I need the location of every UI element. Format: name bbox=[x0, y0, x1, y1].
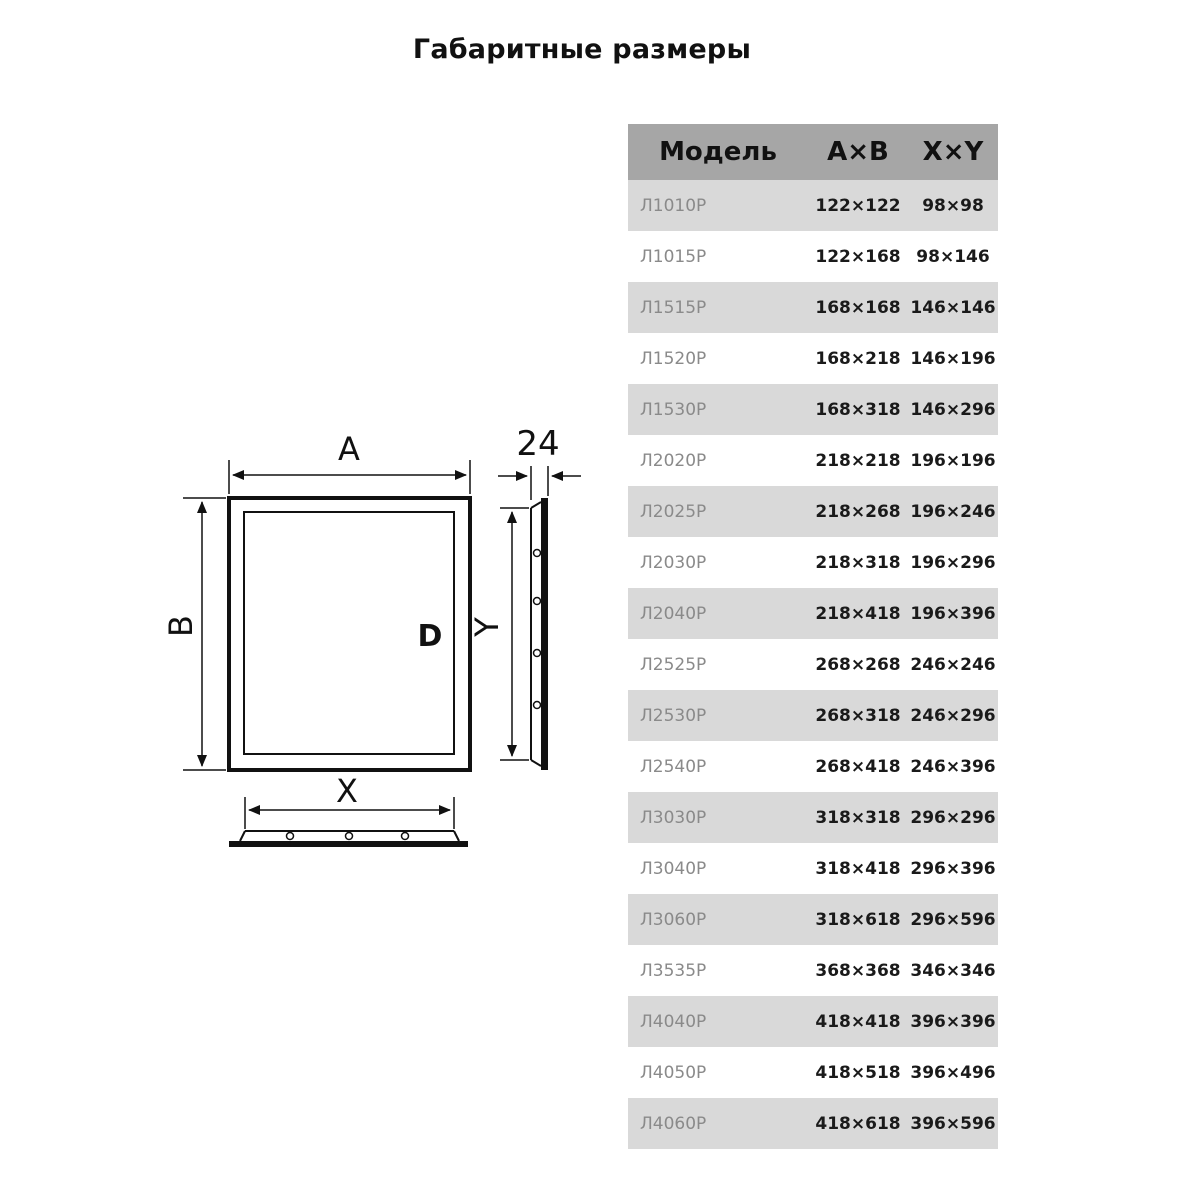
xy-cell: 98×146 bbox=[908, 231, 998, 282]
table-row bbox=[628, 996, 998, 1047]
xy-cell: 196×196 bbox=[908, 435, 998, 486]
bottom-view bbox=[229, 831, 468, 847]
model-cell: Л4040Р bbox=[628, 996, 808, 1047]
ab-cell: 268×268 bbox=[808, 639, 908, 690]
xy-cell: 396×396 bbox=[908, 996, 998, 1047]
table-row bbox=[628, 384, 998, 435]
model-cell: Л4050Р bbox=[628, 1047, 808, 1098]
label-x: X bbox=[336, 772, 358, 810]
ab-cell: 318×318 bbox=[808, 792, 908, 843]
table-row bbox=[628, 180, 998, 231]
model-cell: Л1530Р bbox=[628, 384, 808, 435]
model-cell: Л2025Р bbox=[628, 486, 808, 537]
xy-cell: 396×496 bbox=[908, 1047, 998, 1098]
model-cell: Л4060Р bbox=[628, 1098, 808, 1149]
table-row bbox=[628, 486, 998, 537]
ab-cell: 168×168 bbox=[808, 282, 908, 333]
model-cell: Л3030Р bbox=[628, 792, 808, 843]
xy-cell: 296×396 bbox=[908, 843, 998, 894]
table-row bbox=[628, 537, 998, 588]
model-cell: Л2525Р bbox=[628, 639, 808, 690]
ab-cell: 218×418 bbox=[808, 588, 908, 639]
header-ab: A×B bbox=[808, 124, 908, 180]
table-row bbox=[628, 639, 998, 690]
ab-cell: 268×418 bbox=[808, 741, 908, 792]
label-a: A bbox=[338, 430, 360, 468]
dimension-a bbox=[229, 430, 470, 494]
xy-cell: 98×98 bbox=[908, 180, 998, 231]
ab-cell: 218×268 bbox=[808, 486, 908, 537]
xy-cell: 296×596 bbox=[908, 894, 998, 945]
ab-cell: 418×618 bbox=[808, 1098, 908, 1149]
dimension-b bbox=[162, 498, 226, 770]
logo-d: D bbox=[417, 619, 443, 654]
model-cell: Л2040Р bbox=[628, 588, 808, 639]
ab-cell: 318×618 bbox=[808, 894, 908, 945]
table-row bbox=[628, 282, 998, 333]
table-row bbox=[628, 1098, 998, 1149]
xy-cell: 196×246 bbox=[908, 486, 998, 537]
dimension-diagram bbox=[0, 0, 620, 900]
table-row bbox=[628, 894, 998, 945]
table-row bbox=[628, 588, 998, 639]
table-row bbox=[628, 741, 998, 792]
ab-cell: 122×168 bbox=[808, 231, 908, 282]
label-b: B bbox=[162, 615, 200, 637]
table-row bbox=[628, 435, 998, 486]
xy-cell: 396×596 bbox=[908, 1098, 998, 1149]
table-row bbox=[628, 690, 998, 741]
ab-cell: 318×418 bbox=[808, 843, 908, 894]
ab-cell: 418×518 bbox=[808, 1047, 908, 1098]
table-row bbox=[628, 1047, 998, 1098]
dimensions-table bbox=[628, 124, 998, 1149]
model-cell: Л1010Р bbox=[628, 180, 808, 231]
table-row bbox=[628, 792, 998, 843]
ab-cell: 168×318 bbox=[808, 384, 908, 435]
model-cell: Л2030Р bbox=[628, 537, 808, 588]
ab-cell: 168×218 bbox=[808, 333, 908, 384]
table-row bbox=[628, 945, 998, 996]
ab-cell: 418×418 bbox=[808, 996, 908, 1047]
table-body bbox=[628, 180, 998, 1149]
xy-cell: 246×246 bbox=[908, 639, 998, 690]
xy-cell: 146×196 bbox=[908, 333, 998, 384]
dimension-x bbox=[245, 772, 454, 829]
table-row bbox=[628, 231, 998, 282]
xy-cell: 146×296 bbox=[908, 384, 998, 435]
header-model: Модель bbox=[628, 124, 808, 180]
table-row bbox=[628, 843, 998, 894]
ab-cell: 368×368 bbox=[808, 945, 908, 996]
model-cell: Л3040Р bbox=[628, 843, 808, 894]
ab-cell: 218×218 bbox=[808, 435, 908, 486]
model-cell: Л1515Р bbox=[628, 282, 808, 333]
xy-cell: 346×346 bbox=[908, 945, 998, 996]
xy-cell: 296×296 bbox=[908, 792, 998, 843]
model-cell: Л3060Р bbox=[628, 894, 808, 945]
xy-cell: 246×296 bbox=[908, 690, 998, 741]
label-y: Y bbox=[468, 617, 506, 637]
ab-cell: 218×318 bbox=[808, 537, 908, 588]
dimension-y bbox=[468, 508, 529, 760]
header-xy: X×Y bbox=[908, 124, 998, 180]
ab-cell: 122×122 bbox=[808, 180, 908, 231]
table-row bbox=[628, 333, 998, 384]
model-cell: Л3535Р bbox=[628, 945, 808, 996]
model-cell: Л1520Р bbox=[628, 333, 808, 384]
xy-cell: 196×396 bbox=[908, 588, 998, 639]
page-title: Габаритные размеры bbox=[412, 34, 752, 65]
model-cell: Л2540Р bbox=[628, 741, 808, 792]
xy-cell: 196×296 bbox=[908, 537, 998, 588]
model-cell: Л2530Р bbox=[628, 690, 808, 741]
model-cell: Л1015Р bbox=[628, 231, 808, 282]
dimension-depth bbox=[498, 424, 581, 500]
label-depth: 24 bbox=[516, 424, 560, 464]
model-cell: Л2020Р bbox=[628, 435, 808, 486]
side-view bbox=[531, 498, 548, 770]
ab-cell: 268×318 bbox=[808, 690, 908, 741]
table-header-row bbox=[628, 124, 998, 180]
xy-cell: 146×146 bbox=[908, 282, 998, 333]
xy-cell: 246×396 bbox=[908, 741, 998, 792]
